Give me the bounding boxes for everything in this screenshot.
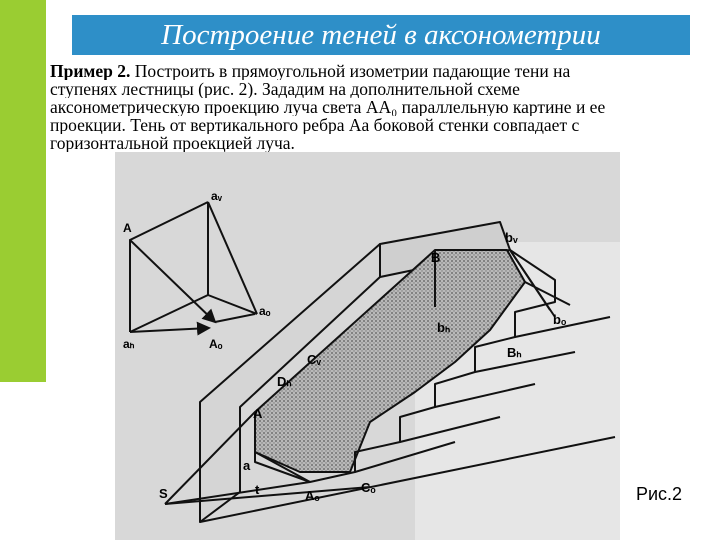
- paragraph-line-1-text: Построить в прямоугольной изометрии падающие тени на: [134, 62, 571, 80]
- label-bo: bₒ: [553, 312, 567, 327]
- paragraph-lead: Пример 2.: [50, 62, 131, 80]
- paragraph-line-1: [50, 62, 710, 80]
- label-A: A: [253, 406, 263, 421]
- label-t: t: [255, 482, 260, 497]
- paragraph-line-4: проекции. Тень от вертикального ребра Aa боковой стенки совпадает с: [50, 116, 580, 134]
- label-bv: bᵥ: [505, 230, 518, 245]
- slide-title: Построение теней в аксонометрии: [161, 19, 601, 51]
- label-av: aᵥ: [211, 189, 223, 203]
- label-Dh: Dₕ: [277, 374, 292, 389]
- label-S: S: [159, 486, 168, 501]
- label-Co: Cₒ: [361, 480, 376, 495]
- figure-drawing: [115, 152, 620, 540]
- staircase-shadow-figure: [115, 152, 620, 540]
- paragraph-line-2: ступенях лестницы (рис. 2). Зададим на дополнительной схеме: [50, 80, 520, 98]
- paragraph-line-5: горизонтальной проекцией луча.: [50, 134, 295, 152]
- label-Ao: Aₒ: [305, 488, 320, 503]
- label-ao: aₒ: [259, 304, 271, 318]
- label-B: B: [431, 250, 441, 265]
- slide-paragraph: [50, 62, 710, 152]
- label-a: a: [243, 458, 251, 473]
- accent-bar: [0, 0, 46, 382]
- label-A-scheme: A: [123, 221, 132, 235]
- label-Ao-scheme: Aₒ: [209, 337, 223, 351]
- label-ah: aₕ: [123, 337, 135, 351]
- label-Cv: Cᵥ: [307, 352, 322, 367]
- title-banner: [72, 15, 690, 55]
- label-Bh: Bₕ: [507, 345, 522, 360]
- paragraph-line-3: аксонометрическую проекцию луча света AA₀ параллельную картине и ее: [50, 98, 606, 116]
- label-bh: bₕ: [437, 320, 451, 335]
- figure-caption: Рис.2: [636, 484, 683, 504]
